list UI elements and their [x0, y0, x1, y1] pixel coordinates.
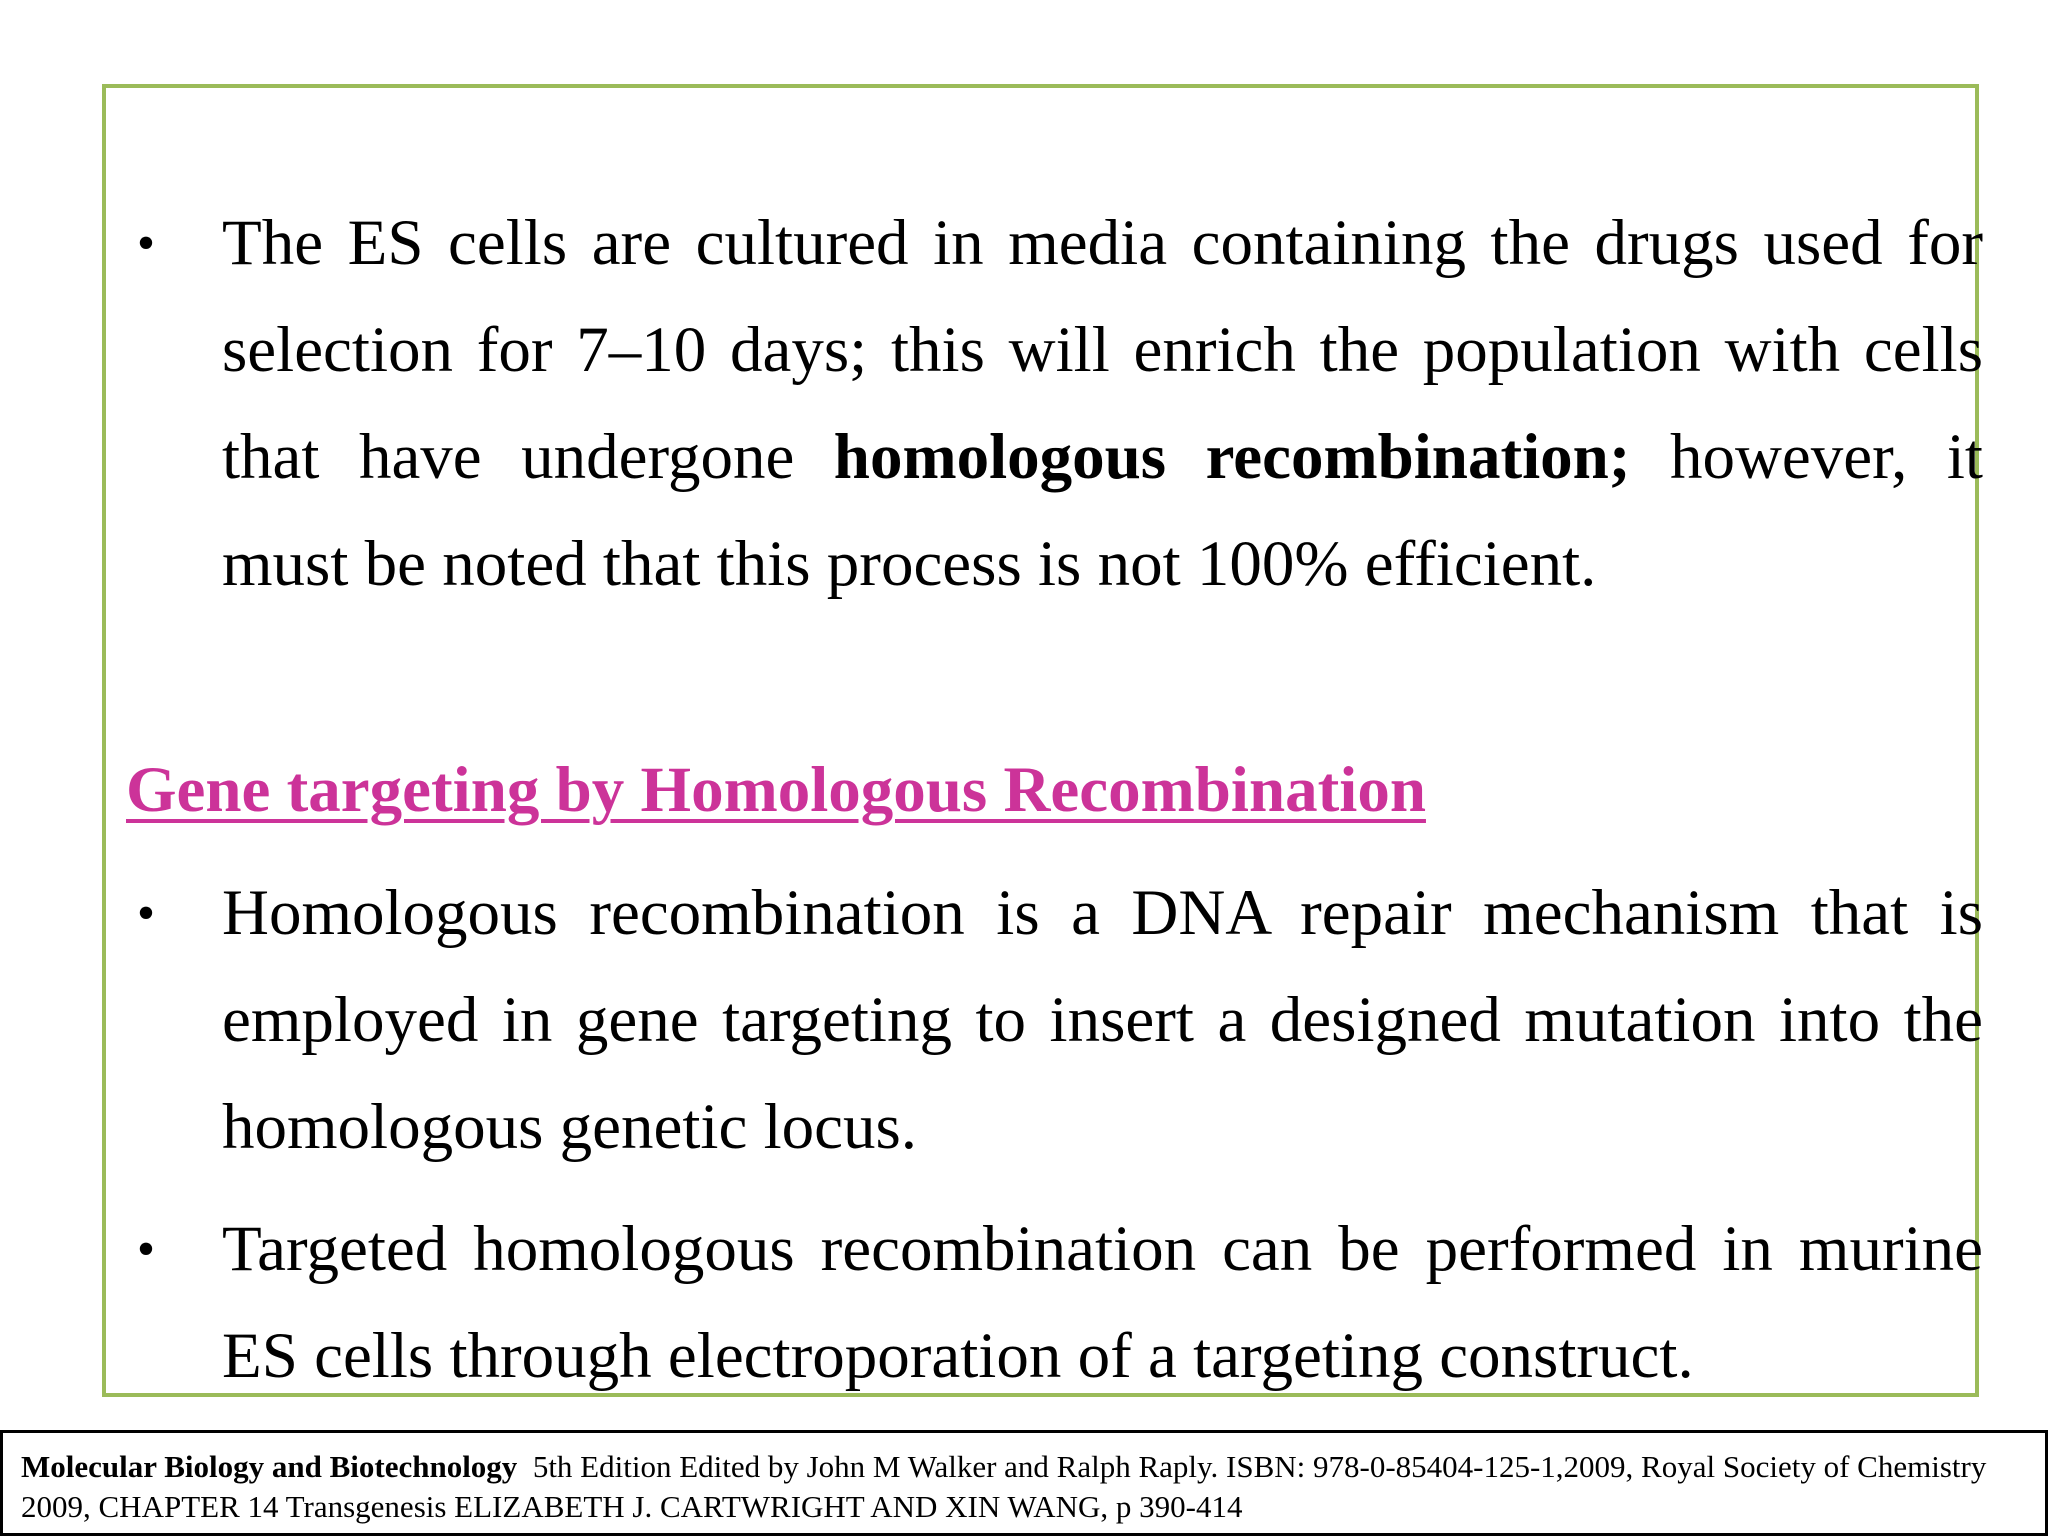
bullet-marker: • — [136, 885, 156, 942]
bullet1-text-after: however, it must be noted that this process is not 100% efficient. — [222, 421, 1983, 600]
slide-content-box — [102, 84, 1983, 1397]
citation-footer — [0, 1430, 2048, 1536]
bullet-text-targeted-recombination: Targeted homologous recombination can be performed in murine ES cells through electroporation of a targeting construct. — [222, 1213, 1983, 1392]
bullet1-bold-text: homologous recombination; — [833, 421, 1631, 493]
citation-book-title: Molecular Biology and Biotechnology — [21, 1449, 518, 1484]
bullet-marker: • — [136, 1221, 156, 1278]
section-heading: Gene targeting by Homologous Recombination — [126, 754, 1426, 826]
bullet-marker: • — [136, 215, 156, 272]
bullet1-text-before: The ES cells are cultured in media containing the drugs used for selection for 7–10 days; this will enrich the population with cells that have undergone — [222, 207, 1983, 493]
citation-details: 5th Edition Edited by John M Walker and Ralph Raply. ISBN: 978-0-85404-125-1,2009, Royal Society of Chemistry 2009, CHAPTER 14 Transgenesis ELIZABETH J. CARTWRIGHT AND XIN WANG, p 390-414 — [21, 1449, 1987, 1524]
bullet-text-es-cells — [222, 190, 1983, 618]
bullet-text-dna-repair: Homologous recombination is a DNA repair mechanism that is employed in gene targeting to insert a designed mutation into the homologous genetic locus. — [222, 877, 1983, 1163]
